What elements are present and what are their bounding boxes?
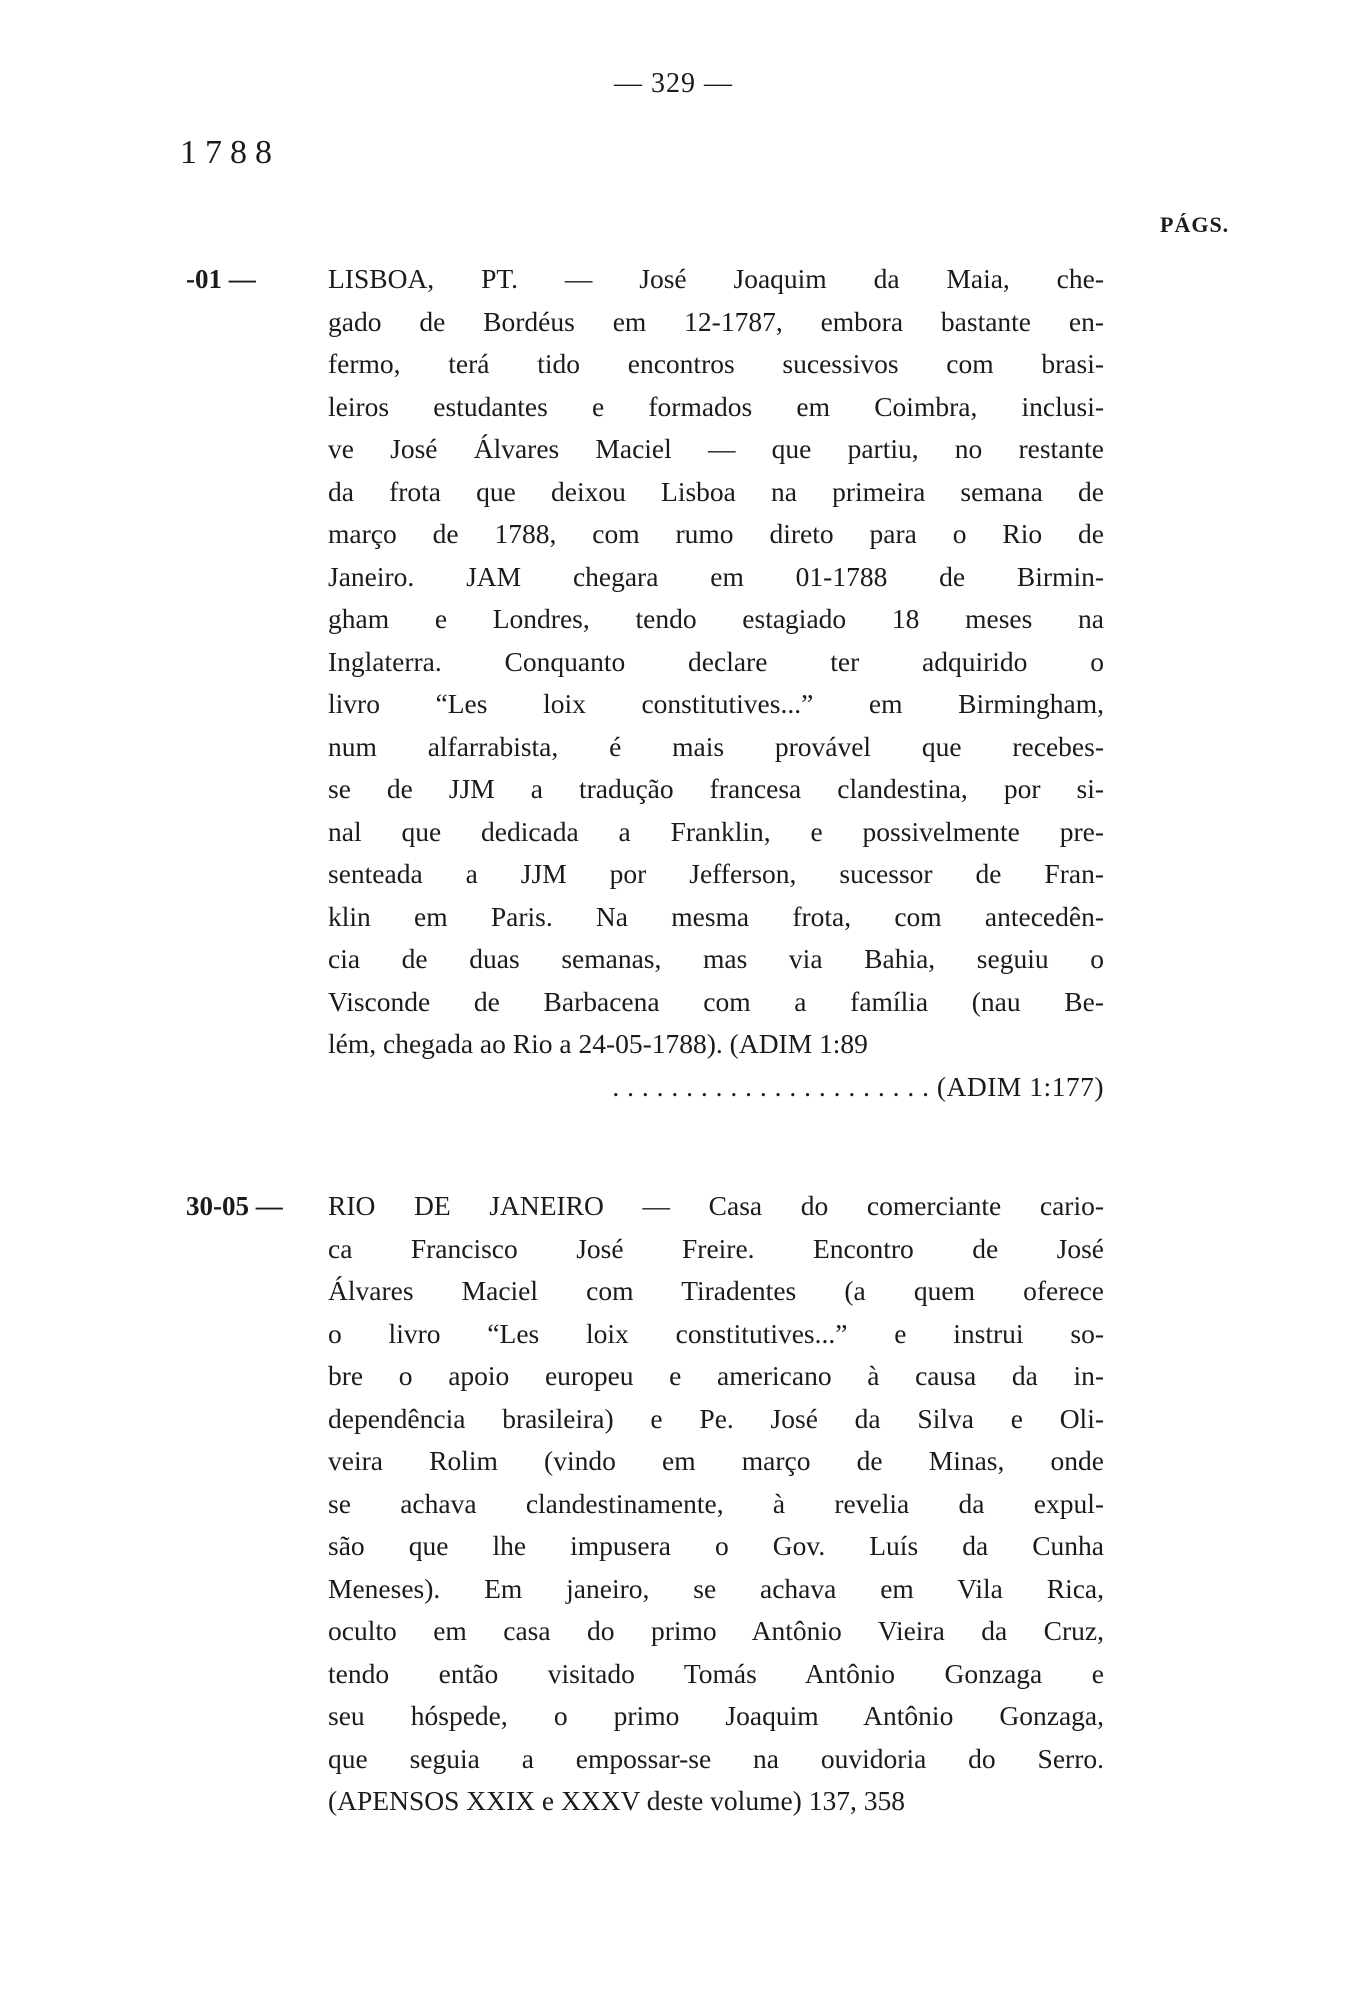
page-number: — 329 — (614, 68, 733, 99)
text-line: LISBOA, PT. — José Joaquim da Maia, che- (328, 263, 1104, 294)
text-line: Meneses). Em janeiro, se achava em Vila Rica, (328, 1572, 1104, 1604)
text-line: dependência brasileira) e Pe. José da Silva e Oli- (328, 1402, 1104, 1434)
text-line: Janeiro. JAM chegara em 01-1788 de Birmin- (328, 560, 1104, 592)
text-line: da frota que deixou Lisboa na primeira semana de (328, 475, 1104, 507)
text-line: leiros estudantes e formados em Coimbra, inclusi- (328, 390, 1104, 422)
text-line: Visconde de Barbacena com a família (nau Be- (328, 985, 1104, 1017)
text-line: oculto em casa do primo Antônio Vieira da Cruz, (328, 1615, 1104, 1646)
text-line: que seguia a empossar-se na ouvidoria do Serro. (328, 1742, 1104, 1774)
text-line: lém, chegada ao Rio a 24-05-1788). (ADIM 1:89 (328, 1028, 868, 1059)
entry-date: -01 — (186, 264, 256, 294)
reference-line: . . . . . . . . . . . . . . . . . . . . . . (ADIM 1:177) (612, 1070, 1104, 1102)
text-line: gham e Londres, tendo estagiado 18 meses na (328, 603, 1104, 634)
text-line: o livro “Les loix constitutives...” e instrui so- (328, 1317, 1104, 1349)
text-line: veira Rolim (vindo em março de Minas, onde (328, 1445, 1104, 1476)
text-line: fermo, terá tido encontros sucessivos com brasi- (328, 348, 1104, 379)
text-line: são que lhe impusera o Gov. Luís da Cunha (328, 1530, 1104, 1561)
pages-column-label: PÁGS. (1160, 212, 1230, 237)
text-line: (APENSOS XXIX e XXXV deste volume) 137, 358 (328, 1785, 905, 1816)
text-line: klin em Paris. Na mesma frota, com antecedên- (328, 900, 1104, 932)
text-line: seu hóspede, o primo Joaquim Antônio Gonzaga, (328, 1700, 1104, 1731)
text-line: cia de duas semanas, mas via Bahia, seguiu o (328, 943, 1104, 974)
text-line: Inglaterra. Conquanto declare ter adquirido o (328, 645, 1104, 677)
text-line: Álvares Maciel com Tiradentes (a quem oferece (328, 1275, 1104, 1306)
text-line: num alfarrabista, é mais provável que recebes- (328, 730, 1104, 762)
text-line: tendo então visitado Tomás Antônio Gonzaga e (328, 1657, 1104, 1689)
year-heading: 1788 (180, 134, 280, 171)
text-line: senteada a JJM por Jefferson, sucessor de Fran- (328, 858, 1104, 889)
entry-text (328, 258, 1104, 1108)
text-line: RIO DE JANEIRO — Casa do comerciante cario- (328, 1190, 1104, 1221)
text-line: livro “Les loix constitutives...” em Birmingham, (328, 688, 1104, 719)
text-line: março de 1788, com rumo direto para o Rio de (328, 518, 1104, 549)
text-line: bre o apoio europeu e americano à causa da in- (328, 1360, 1104, 1391)
text-line: ve José Álvares Maciel — que partiu, no restante (328, 433, 1104, 464)
text-line: se de JJM a tradução francesa clandestina, por si- (328, 773, 1104, 804)
entry-text (328, 1185, 1104, 1823)
text-line: gado de Bordéus em 12-1787, embora bastante en- (328, 305, 1104, 337)
text-line: ca Francisco José Freire. Encontro de José (328, 1232, 1104, 1264)
entry-date: 30-05 — (186, 1191, 283, 1221)
text-line: se achava clandestinamente, à revelia da expul- (328, 1487, 1104, 1519)
text-line: nal que dedicada a Franklin, e possivelmente pre- (328, 815, 1104, 847)
